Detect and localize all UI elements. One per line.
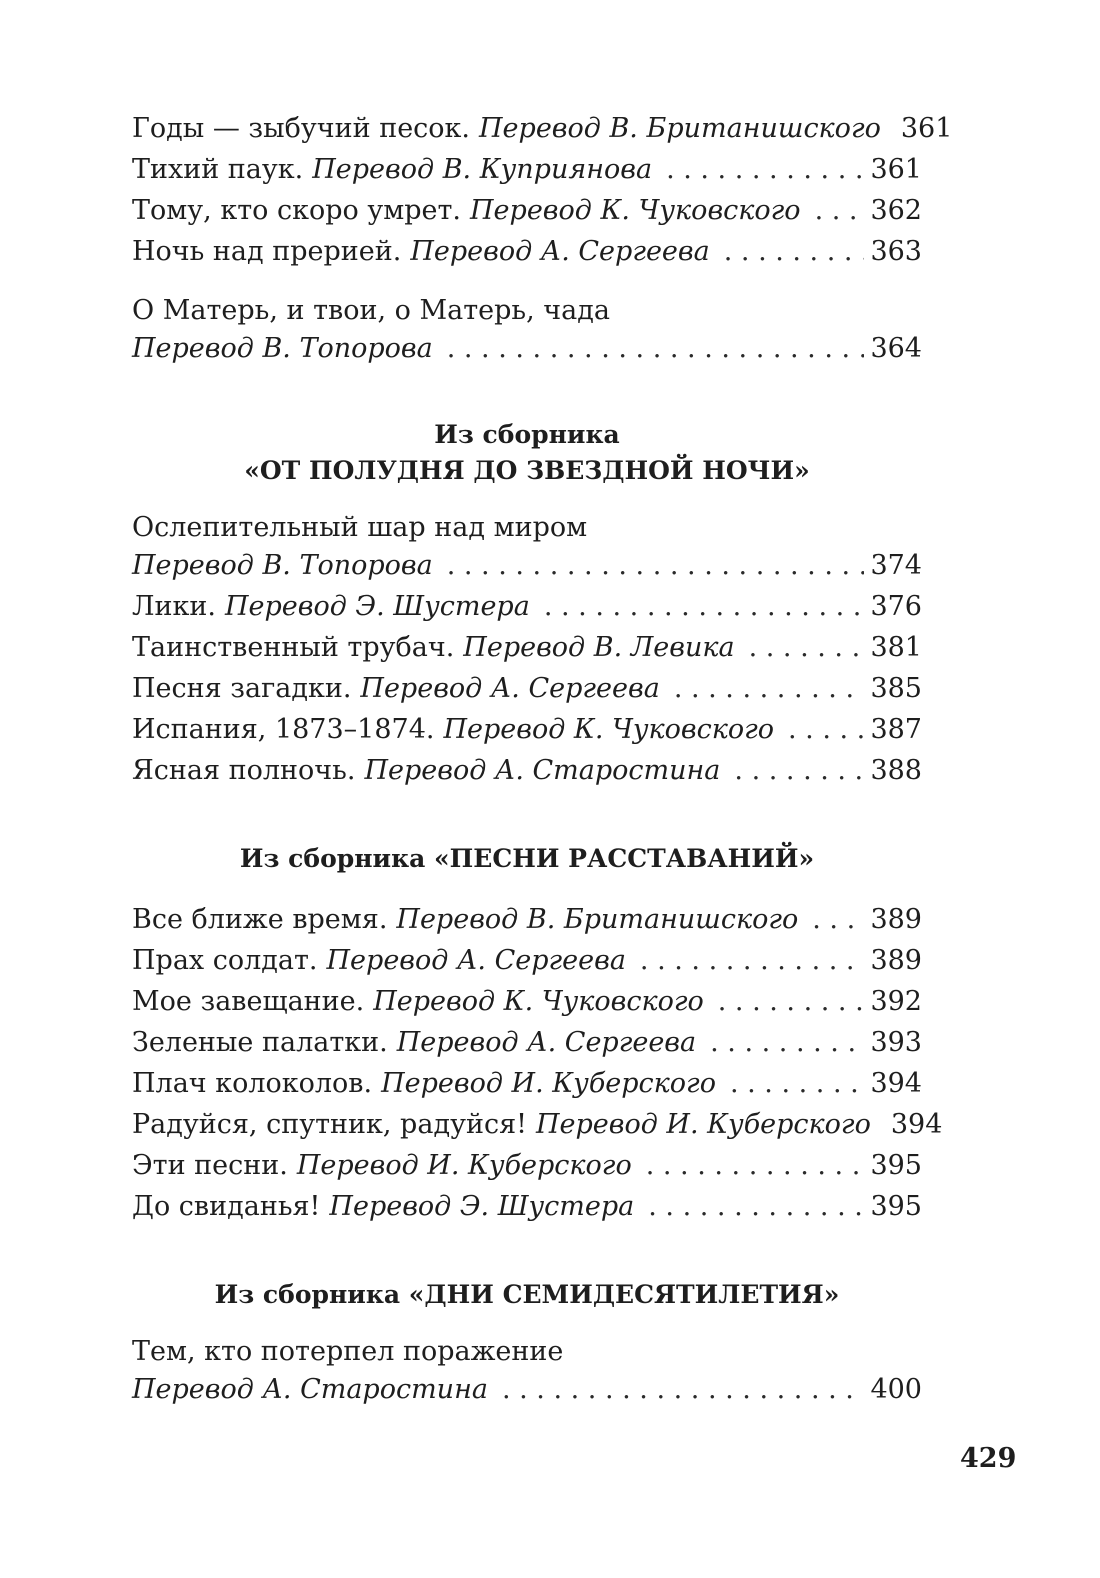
- section-heading: Из сборника «ПЕСНИ РАССТАВАНИЙ»: [239, 844, 815, 873]
- entry-page-number: 389: [870, 945, 922, 976]
- entry-title: О Матерь, и твои, о Матерь, чада: [132, 295, 610, 326]
- section-heading-line2: «ОТ ПОЛУДНЯ ДО ЗВЕЗДНОЙ НОЧИ»: [244, 456, 810, 485]
- entry-page-number: 364: [870, 333, 922, 364]
- entry-page-number: 381: [870, 632, 922, 663]
- entry-translator: Перевод А. Старостина: [132, 1374, 488, 1405]
- entry-translator: Перевод В. Куприянова: [312, 154, 653, 185]
- entry-translator: Перевод И. Куберского: [381, 1068, 716, 1099]
- toc-entry: [132, 981, 922, 1022]
- entry-page-number: 395: [870, 1150, 922, 1181]
- dot-leader: [544, 586, 865, 627]
- dot-leader: [648, 1186, 864, 1227]
- entry-title: Ясная полночь.: [132, 755, 356, 786]
- entry-page-number: 394: [870, 1068, 922, 1099]
- toc-entry: [132, 231, 922, 272]
- entry-page-number: 393: [870, 1027, 922, 1058]
- toc-entry: [132, 1186, 922, 1227]
- entry-translator: Перевод В. Левика: [463, 632, 735, 663]
- entry-title: Ночь над прерией.: [132, 236, 402, 267]
- dot-leader: [730, 1063, 864, 1104]
- entry-title: Радуйся, спутник, радуйся!: [132, 1109, 527, 1140]
- dot-leader: [788, 709, 864, 750]
- entry-title: Прах солдат.: [132, 945, 318, 976]
- entry-translator: Перевод В. Британишского: [396, 904, 799, 935]
- entry-translator: Перевод Э. Шустера: [224, 591, 530, 622]
- entry-page-number: 376: [870, 591, 922, 622]
- entry-translator: Перевод К. Чуковского: [443, 714, 775, 745]
- entry-translator: Перевод И. Куберского: [535, 1109, 871, 1140]
- dot-leader: [812, 899, 864, 940]
- entry-page-number: 362: [870, 195, 922, 226]
- entry-translator: Перевод Э. Шустера: [329, 1191, 635, 1222]
- toc-entry: [132, 586, 922, 627]
- entry-page-number: 394: [890, 1109, 943, 1140]
- entry-translator: Перевод К. Чуковского: [470, 195, 801, 226]
- toc-entry: [132, 940, 922, 981]
- dot-leader: [749, 627, 865, 668]
- entry-translator: Перевод И. Куберского: [296, 1150, 632, 1181]
- dot-leader: [724, 231, 865, 272]
- entry-translator: Перевод В. Топорова: [132, 333, 433, 364]
- folio-page-number: 429: [960, 1443, 1017, 1474]
- entry-title: Тому, кто скоро умрет.: [132, 195, 462, 226]
- entry-title: Плач колоколов.: [132, 1068, 373, 1099]
- toc-entry: [132, 627, 922, 668]
- toc-entry: [132, 1335, 922, 1410]
- toc-entry: [132, 1145, 922, 1186]
- section-heading: [132, 417, 922, 489]
- entry-page-number: 387: [870, 714, 922, 745]
- toc-entry: [132, 108, 953, 149]
- entry-page-number: 361: [900, 113, 953, 144]
- toc-entry: [132, 709, 922, 750]
- entry-title: Эти песни.: [132, 1150, 288, 1181]
- dot-leader: [640, 940, 865, 981]
- entry-page-number: 389: [870, 904, 922, 935]
- entry-translator: Перевод А. Старостина: [364, 755, 721, 786]
- dot-leader: [815, 190, 865, 231]
- entry-title: Песня загадки.: [132, 673, 352, 704]
- dot-leader: [734, 750, 864, 791]
- entry-page-number: 400: [870, 1374, 922, 1405]
- toc-entry: [132, 899, 922, 940]
- toc-entry: [132, 1063, 922, 1104]
- entry-title: Тихий паук.: [132, 154, 304, 185]
- dot-leader: [718, 981, 865, 1022]
- dot-leader: [447, 545, 865, 586]
- entry-page-number: 385: [870, 673, 922, 704]
- toc-entry: [132, 190, 922, 231]
- dot-leader: [710, 1022, 864, 1063]
- entry-page-number: 388: [870, 755, 922, 786]
- toc-entry: [132, 511, 922, 586]
- entry-translator: Перевод К. Чуковского: [373, 986, 704, 1017]
- entry-page-number: 392: [870, 986, 922, 1017]
- table-of-contents: [132, 108, 953, 1410]
- entry-title: Лики.: [132, 591, 216, 622]
- entry-title: Испания, 1873–1874.: [132, 714, 435, 745]
- entry-page-number: 363: [870, 236, 922, 267]
- dot-leader: [447, 328, 865, 369]
- toc-entry: [132, 1104, 943, 1145]
- entry-title: Таинственный трубач.: [132, 632, 455, 663]
- entry-page-number: 361: [870, 154, 922, 185]
- section-heading: Из сборника «ДНИ СЕМИДЕСЯТИЛЕТИЯ»: [214, 1280, 840, 1309]
- dot-leader: [502, 1369, 864, 1410]
- toc-entry: [132, 750, 922, 791]
- entry-title: Все ближе время.: [132, 904, 388, 935]
- entry-translator: Перевод А. Сергеева: [326, 945, 626, 976]
- entry-title: Ослепительный шар над миром: [132, 512, 588, 543]
- entry-translator: Перевод В. Топорова: [132, 550, 433, 581]
- toc-entry: [132, 149, 922, 190]
- entry-page-number: 374: [870, 550, 922, 581]
- toc-entry: [132, 1022, 922, 1063]
- entry-translator: Перевод А. Сергеева: [410, 236, 710, 267]
- entry-title: До свиданья!: [132, 1191, 321, 1222]
- toc-entry: [132, 294, 922, 369]
- toc-entry: [132, 668, 922, 709]
- entry-translator: Перевод В. Британишского: [479, 113, 881, 144]
- entry-translator: Перевод А. Сергеева: [396, 1027, 697, 1058]
- dot-leader: [646, 1145, 865, 1186]
- entry-title: Мое завещание.: [132, 986, 365, 1017]
- entry-translator: Перевод А. Сергеева: [360, 673, 660, 704]
- dot-leader: [674, 668, 865, 709]
- entry-title: Тем, кто потерпел поражение: [132, 1336, 564, 1367]
- entry-title: Зеленые палатки.: [132, 1027, 388, 1058]
- entry-title: Годы — зыбучий песок.: [132, 113, 471, 144]
- dot-leader: [666, 149, 864, 190]
- section-heading-line1: Из сборника: [434, 420, 620, 449]
- entry-page-number: 395: [870, 1191, 922, 1222]
